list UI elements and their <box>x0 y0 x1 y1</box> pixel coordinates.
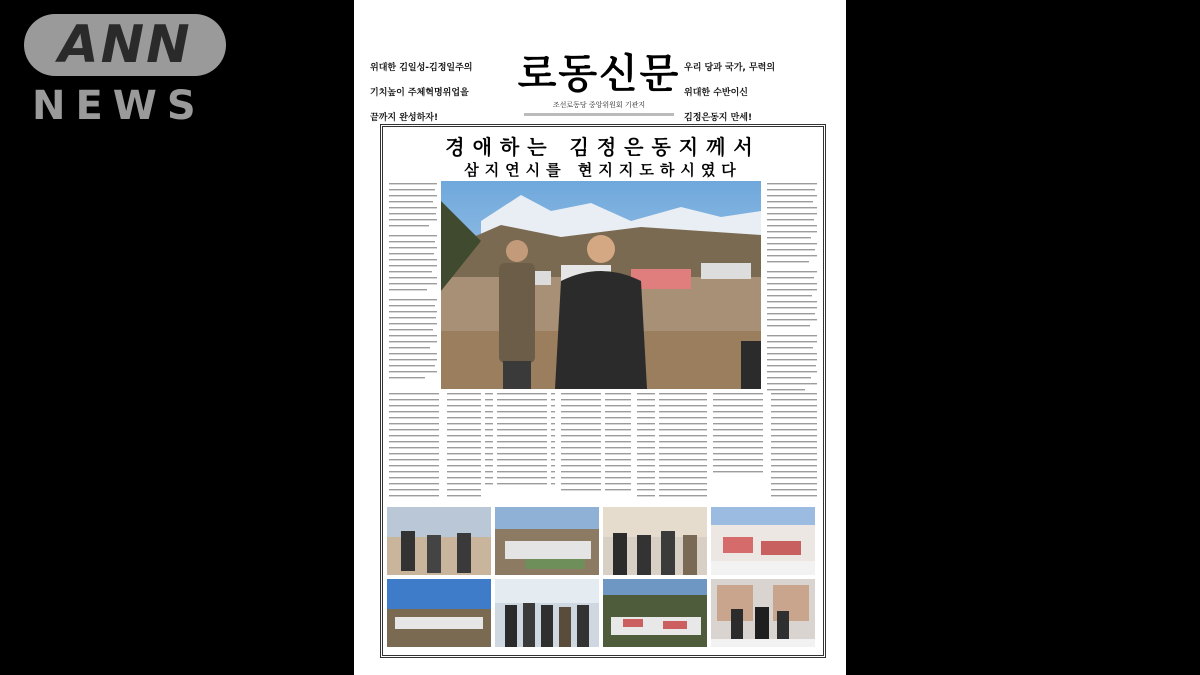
masthead-right-line-2: 위대한 수반이신 <box>684 88 748 98</box>
newspaper-page <box>354 0 846 675</box>
masthead-left-line-3: 끝까지 완성하자! <box>370 113 439 123</box>
headline-main: 경애하는 김정은동지께서 <box>445 135 761 159</box>
body-text-columns <box>389 393 817 507</box>
headline-sub: 삼지연시를 현지지도하시였다 <box>464 161 742 179</box>
issue-line <box>514 112 684 119</box>
logo-news-text: NEWS <box>32 83 206 129</box>
thumbnail-photo <box>711 579 815 647</box>
masthead-left-line-2: 기치높이 주체혁명위업을 <box>370 88 469 98</box>
thumbnail-photo <box>495 507 599 575</box>
newspaper-title: 로동신문 <box>517 50 681 97</box>
masthead-left-line-1: 위대한 김일성-김정일주의 <box>370 63 473 73</box>
thumbnail-photo <box>603 579 707 647</box>
thumbnail-photo <box>711 507 815 575</box>
thumbnail-photo <box>387 579 491 647</box>
masthead-right-slogan <box>684 56 834 131</box>
logo-ann-text: ANN <box>58 15 192 75</box>
thumbnail-photo <box>495 579 599 647</box>
masthead-right-line-3: 김정은동지 만세! <box>684 113 753 123</box>
thumbnail-photo <box>603 507 707 575</box>
thumbnail-photo <box>387 507 491 575</box>
text-column-right <box>767 183 817 397</box>
masthead-left-slogan <box>370 56 520 131</box>
newspaper-subtitle: 조선로동당 중앙위원회 기관지 <box>552 101 646 109</box>
ann-news-logo <box>24 14 230 129</box>
masthead-right-line-1: 우리 당과 국가, 무력의 <box>684 63 776 73</box>
front-page-article <box>380 124 826 658</box>
text-column-left <box>389 183 437 387</box>
main-photo <box>441 181 761 389</box>
